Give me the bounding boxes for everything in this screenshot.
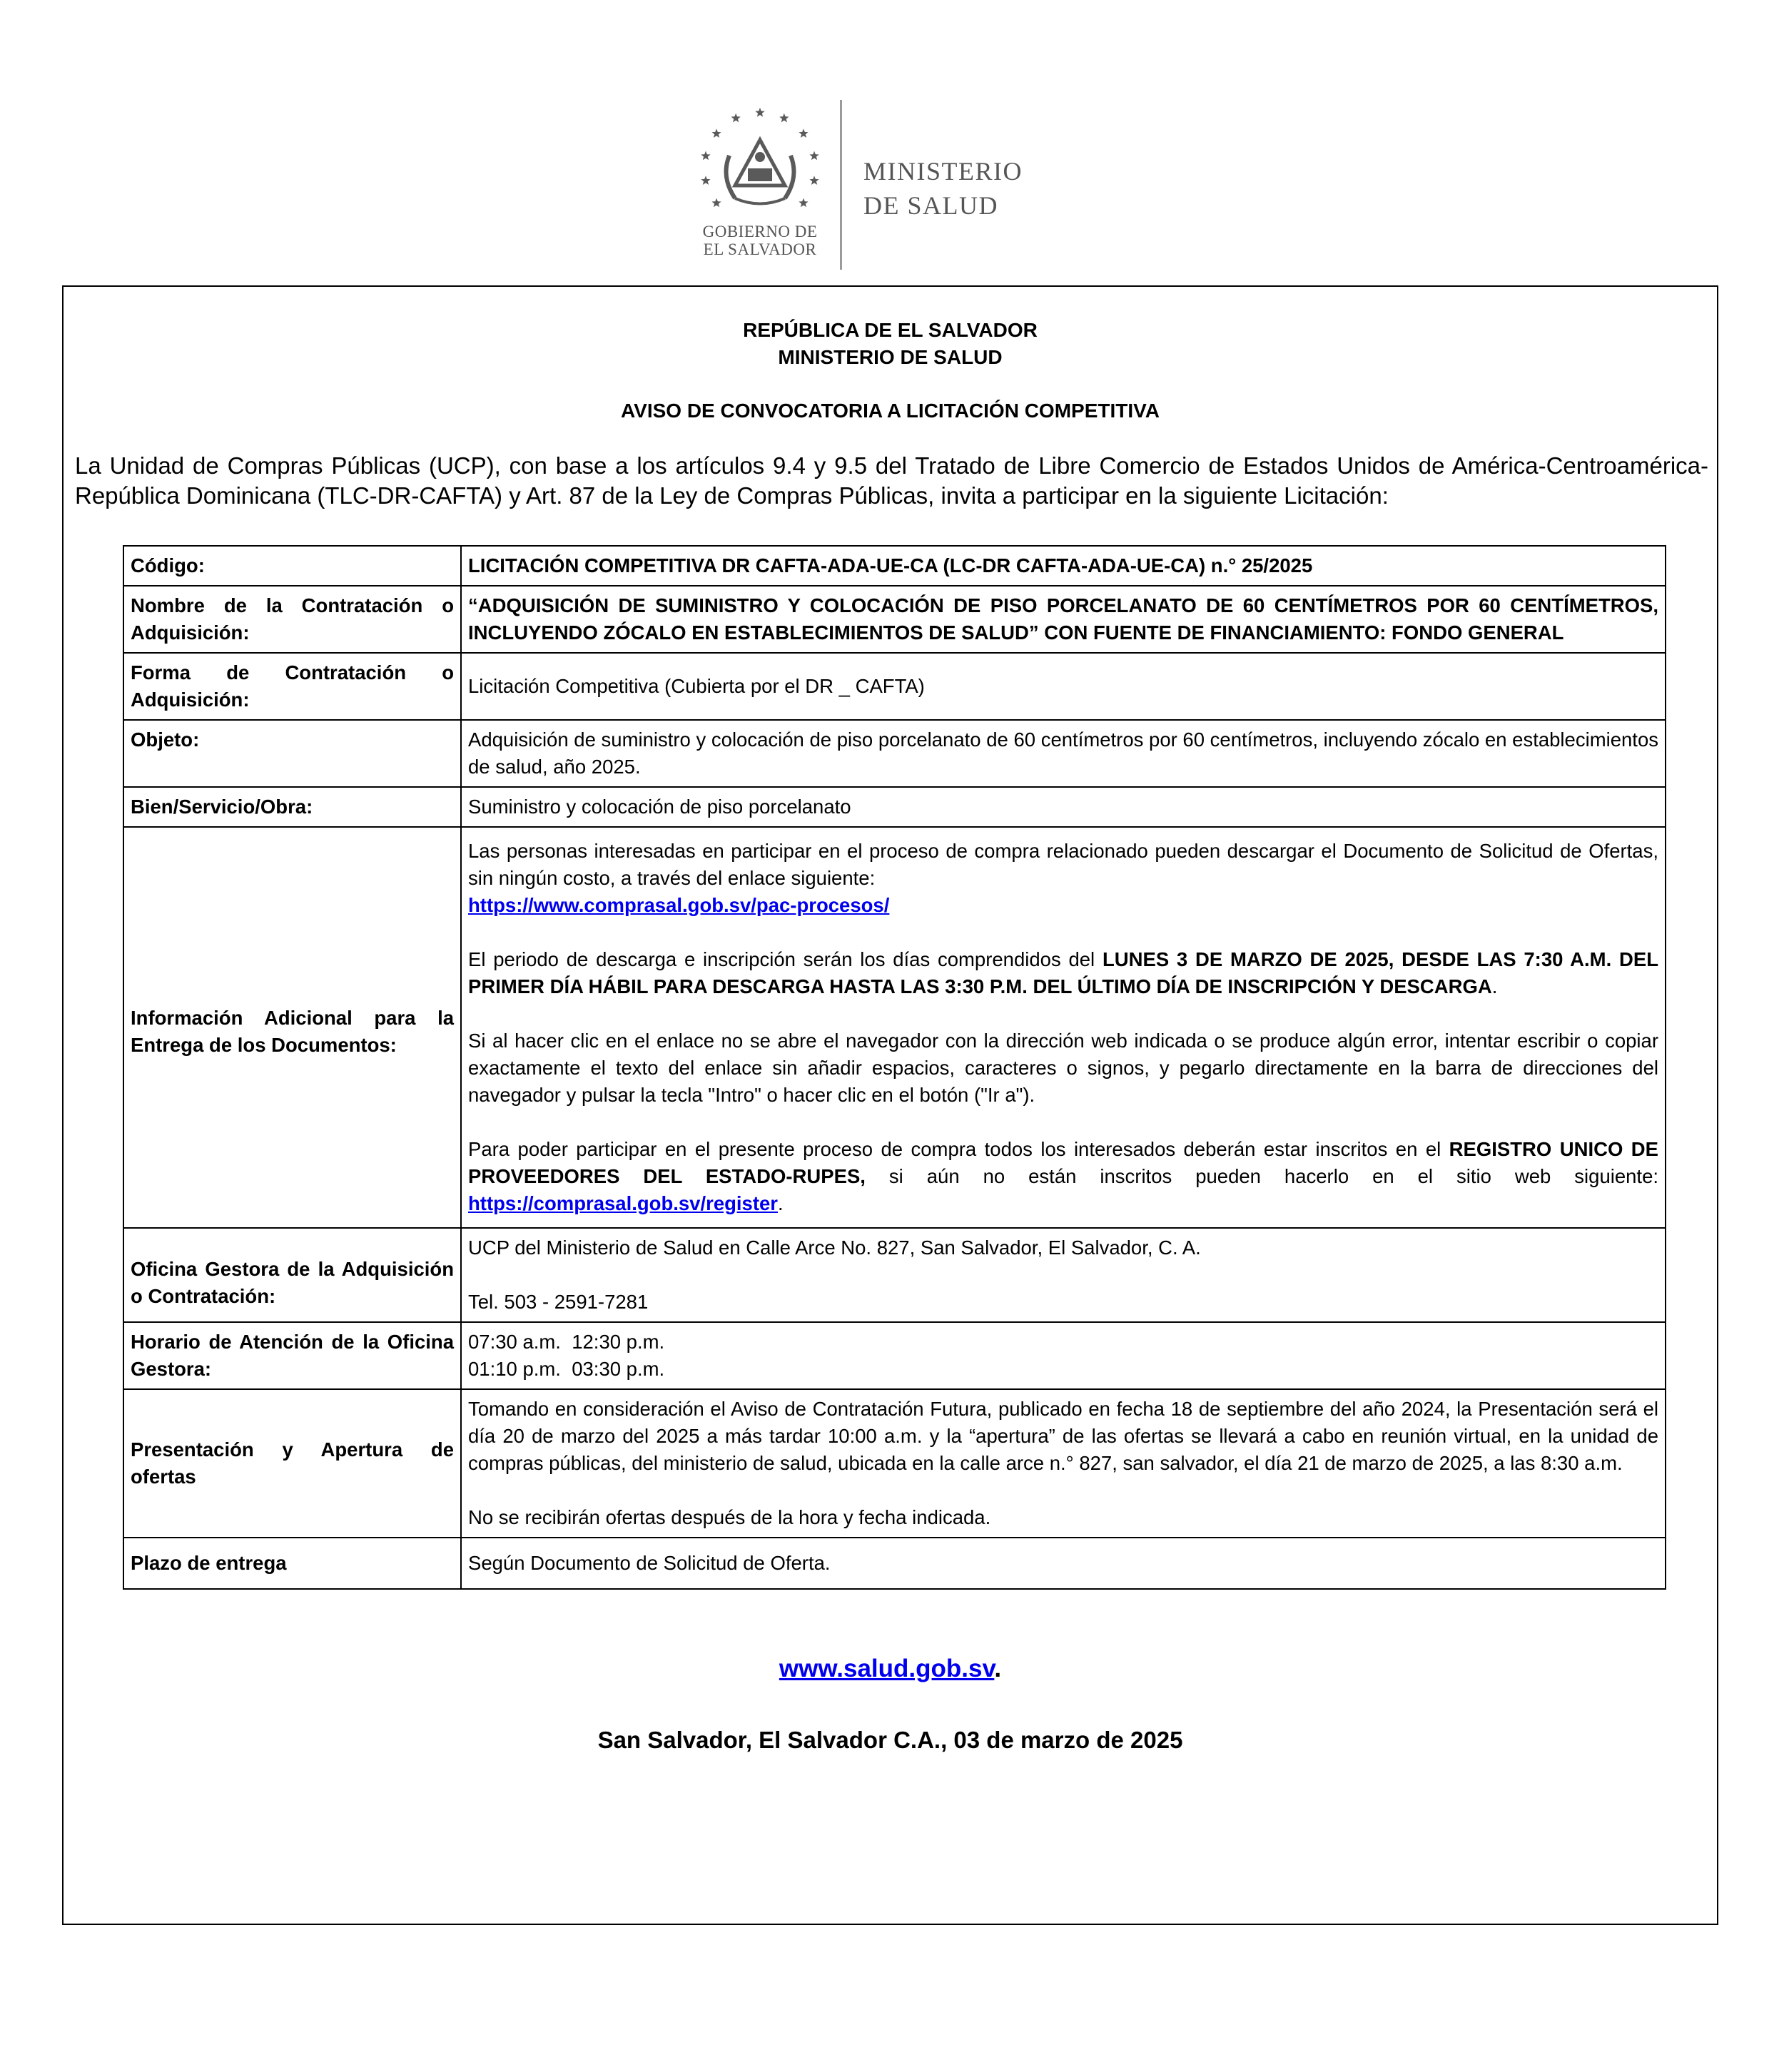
ministry-logo bbox=[692, 100, 1078, 271]
tender-info-table bbox=[123, 545, 1666, 1590]
objeto-value: Adquisición de suministro y colocación de piso porcelanato de 60 centímetros por 60 centímetros, incluyendo zócalo en establecimientos de salud, año 2025. bbox=[461, 720, 1666, 787]
bien-value: Suministro y colocación de piso porcelanato bbox=[461, 787, 1666, 827]
ministry-line-2: DE SALUD bbox=[863, 191, 998, 220]
seal-star-icon bbox=[755, 108, 764, 117]
rupes-instructions: si aún no están inscritos pueden hacerlo en el sitio web siguiente: bbox=[865, 1165, 1659, 1187]
horario-value bbox=[461, 1322, 1666, 1389]
notice-frame bbox=[62, 285, 1718, 1925]
header-country: REPÚBLICA DE EL SALVADOR bbox=[743, 319, 1038, 341]
info-paragraph-4 bbox=[468, 1136, 1658, 1217]
nombre-value: “ADQUISICIÓN DE SUMINISTRO Y COLOCACIÓN DE PISO PORCELANATO DE 60 CENTÍMETROS POR 60 CENTÍMETROS, INCLUYENDO ZÓCALO EN ESTABLECIMIENTOS DE SALUD” CON FUENTE DE FINANCIAMIENTO: FONDO GENERAL bbox=[461, 586, 1666, 653]
horario-label: Horario de Atención de la Oficina Gestora: bbox=[123, 1322, 461, 1389]
seal-star-icon bbox=[799, 198, 808, 208]
seal-star-icon bbox=[799, 128, 808, 138]
info-paragraph-3: Si al hacer clic en el enlace no se abre el navegador con la dirección web indicada o se produce algún error, intentar escribir o copiar exactamente el texto del enlace sin añadir espacios, caracteres o signos, y pegarlo directamente en la barra de direcciones del navegador y pulsar la tecla "Intro" o hacer clic en el botón ("Ir a"). bbox=[468, 1030, 1658, 1106]
plazo-value: Según Documento de Solicitud de Oferta. bbox=[461, 1538, 1666, 1589]
codigo-value: LICITACIÓN COMPETITIVA DR CAFTA-ADA-UE-CA (LC-DR CAFTA-ADA-UE-CA) n.° 25/2025 bbox=[461, 546, 1666, 586]
oficina-label: Oficina Gestora de la Adquisición o Contratación: bbox=[123, 1228, 461, 1322]
period-end: . bbox=[1491, 975, 1498, 997]
objeto-label: Objeto: bbox=[123, 720, 461, 787]
ministry-line-1: MINISTERIO bbox=[863, 157, 1023, 186]
ministry-name bbox=[863, 154, 1023, 223]
table-row bbox=[123, 1322, 1666, 1389]
coat-of-arms-icon bbox=[692, 106, 828, 234]
seal-star-icon bbox=[701, 176, 710, 185]
gov-line-1: GOBIERNO DE bbox=[702, 223, 818, 240]
table-row bbox=[123, 1389, 1666, 1538]
rupes-name: REGISTRO UNICO DE PROVEEDORES DEL ESTADO-RUPES, bbox=[468, 1138, 1658, 1187]
salud-website-link[interactable]: www.salud.gob.sv bbox=[779, 1655, 995, 1682]
place-date: San Salvador, El Salvador C.A., 03 de marzo de 2025 bbox=[597, 1727, 1183, 1753]
table-row bbox=[123, 586, 1666, 653]
info-paragraph-2 bbox=[468, 946, 1658, 1000]
info-paragraph-1 bbox=[468, 838, 1658, 919]
government-name bbox=[692, 223, 828, 258]
presentacion-paragraph: Tomando en consideración el Aviso de Contratación Futura, publicado en fecha 18 de septiembre del año 2024, la Presentación será el día 20 de marzo del 2025 a más tardar 10:00 a.m. y la “apertura” de las ofertas se llevará a cabo en reunión virtual, en la unidad de compras públicas, del ministerio de salud, ubicada en la calle arce n.° 827, san salvador, el día 21 de marzo de 2025, a las 8:30 a.m. bbox=[468, 1398, 1658, 1474]
oficina-value bbox=[461, 1228, 1666, 1322]
seal-star-icon bbox=[711, 198, 721, 208]
info-label: Información Adicional para la Entrega de los Documentos: bbox=[123, 827, 461, 1228]
seal-star-icon bbox=[779, 113, 789, 123]
notice-title: AVISO DE CONVOCATORIA A LICITACIÓN COMPETITIVA bbox=[621, 400, 1160, 422]
oficina-phone: Tel. 503 - 2591-7281 bbox=[468, 1291, 649, 1313]
info-value bbox=[461, 827, 1666, 1228]
plazo-label: Plazo de entrega bbox=[123, 1538, 461, 1589]
presentacion-value bbox=[461, 1389, 1666, 1538]
table-row bbox=[123, 653, 1666, 720]
rupes-text: Para poder participar en el presente proceso de compra todos los interesados deberán estar inscritos en el bbox=[468, 1138, 1449, 1160]
info-download-text: Las personas interesadas en participar en el proceso de compra relacionado pueden descargar el Documento de Solicitud de Ofertas, sin ningún costo, a través del enlace siguiente: bbox=[468, 840, 1658, 889]
forma-value: Licitación Competitiva (Cubierta por el DR _ CAFTA) bbox=[461, 653, 1666, 720]
horario-afternoon: 01:10 p.m. 03:30 p.m. bbox=[468, 1358, 665, 1380]
header-ministry: MINISTERIO DE SALUD bbox=[778, 346, 1003, 368]
bien-label: Bien/Servicio/Obra: bbox=[123, 787, 461, 827]
table-row bbox=[123, 1228, 1666, 1322]
table-row bbox=[123, 787, 1666, 827]
period-text: El periodo de descarga e inscripción serán los días comprendidos del bbox=[468, 948, 1103, 970]
rupes-end: . bbox=[778, 1192, 784, 1214]
gov-line-2: EL SALVADOR bbox=[703, 240, 817, 258]
codigo-label: Código: bbox=[123, 546, 461, 586]
table-row bbox=[123, 720, 1666, 787]
comprasal-procesos-link[interactable]: https://www.comprasal.gob.sv/pac-procesos/ bbox=[468, 894, 890, 916]
oficina-address: UCP del Ministerio de Salud en Calle Arce No. 827, San Salvador, El Salvador, C. A. bbox=[468, 1236, 1201, 1259]
table-row bbox=[123, 827, 1666, 1228]
comprasal-register-link[interactable]: https://comprasal.gob.sv/register bbox=[468, 1192, 778, 1214]
presentacion-label: Presentación y Apertura de ofertas bbox=[123, 1389, 461, 1538]
forma-label: Forma de Contratación o Adquisición: bbox=[123, 653, 461, 720]
seal-star-icon bbox=[809, 151, 818, 161]
seal-star-icon bbox=[711, 128, 721, 138]
seal-star-icon bbox=[731, 113, 741, 123]
intro-paragraph: La Unidad de Compras Públicas (UCP), con base a los artículos 9.4 y 9.5 del Tratado de Libre Comercio de Estados Unidos de América-Centroamérica-República Dominicana (TLC-DR-CAFTA) y Art. 87 de la Ley de Compras Públicas, invita a participar en la siguiente Licitación: bbox=[75, 452, 1708, 509]
seal-star-icon bbox=[701, 151, 710, 161]
table-row bbox=[123, 1538, 1666, 1589]
period-dates: LUNES 3 DE MARZO DE 2025, DESDE LAS 7:30 A.M. DEL PRIMER DÍA HÁBIL PARA DESCARGA HASTA LAS 3:30 P.M. DEL ÚLTIMO DÍA DE INSCRIPCIÓN Y DESCARGA bbox=[468, 948, 1658, 997]
table-row bbox=[123, 546, 1666, 586]
website-line bbox=[64, 1653, 1717, 1685]
nombre-label: Nombre de la Contratación o Adquisición: bbox=[123, 586, 461, 653]
header-block bbox=[64, 317, 1717, 371]
website-suffix: . bbox=[994, 1655, 1002, 1682]
logo-divider bbox=[840, 100, 842, 270]
seal-star-icon bbox=[809, 176, 818, 185]
presentacion-note: No se recibirán ofertas después de la hora y fecha indicada. bbox=[468, 1506, 991, 1528]
horario-morning: 07:30 a.m. 12:30 p.m. bbox=[468, 1331, 665, 1353]
